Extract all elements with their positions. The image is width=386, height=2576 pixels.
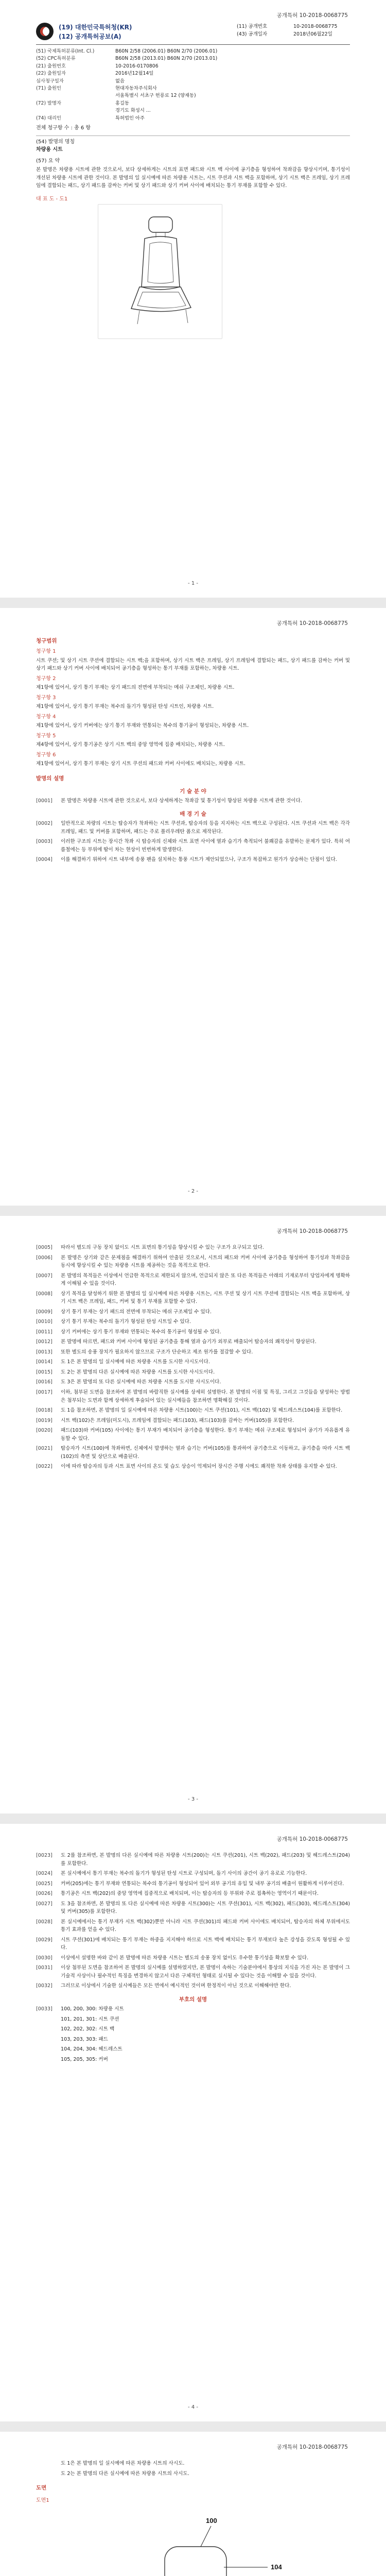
page-footer: - 3 - [188,1797,198,1802]
publication-number: 공개특허 10-2018-0068775 [276,2444,348,2450]
meta-key: (22) 출원일자 [36,71,66,77]
paragraph [36,1463,350,1471]
meta-key: (11) 공개번호 [237,24,268,29]
paragraph [36,1954,350,1962]
section-description: 발명의 설명 [36,775,64,782]
para-text: 도 1은 본 발명의 일 실시예에 따른 차량용 시트를 도시한 사시도이다. [61,1359,210,1365]
paragraph [36,1290,350,1306]
abstract-label: (57) 요 약 [36,158,60,164]
para-text: 본 발명은 차량용 시트에 관한 것으로서, 보다 상세하게는 착좌감 및 통기성이 향상된 차량용 시트에 관한 것이다. [61,798,302,804]
para-number: [0029] [36,1937,52,1943]
page-footer: - 4 - [188,2404,198,2410]
paragraph [36,1328,350,1336]
para-text: 본 발명의 목적들은 이상에서 언급한 목적으로 제한되지 않으며, 언급되지 않은 또 다른 목적들은 아래의 기재로부터 당업자에게 명확하게 이해될 수 있을 것이다. [61,1273,350,1287]
para-number: [0030] [36,1955,52,1961]
page-footer: - 1 - [188,581,198,586]
para-number: [0028] [36,1919,52,1925]
paragraph [36,1870,350,1878]
para-number [36,2470,61,2478]
para-number [36,2460,61,2468]
paragraph [36,1406,350,1415]
meta-value: 10-2016-0170806 [115,63,159,69]
kipo-logo-icon [36,23,54,40]
reference-row [36,2005,350,2013]
page-2 [0,608,386,1216]
paragraph [36,1388,350,1404]
page-footer: - 2 - [188,1189,198,1194]
paragraph [36,838,350,854]
claim-heading: 청구항 2 [36,675,56,682]
meta-row [36,70,350,77]
meta-key [36,92,115,99]
para-text: 본 실시예에서는 통기 부재가 시트 백(302)뿐만 아니라 시트 쿠션(301)의 패드와 커버 사이에도 배치되어, 탑승자의 하체 부위에서도 통기 효과를 얻을 수 있다. [61,1919,350,1933]
para-number: [0031] [36,1965,52,1971]
claim-text: 제4항에 있어서, 상기 통기공은 상기 시트 백의 중앙 영역에 집중 배치되는, 차량용 시트. [36,742,225,748]
claim-text: 제1항에 있어서, 상기 통기 부재는 상기 패드의 전면에 부착되는 메쉬 구조체인, 차량용 시트. [36,685,235,691]
para-number: [0006] [36,1255,52,1261]
claim-text: 시트 쿠션; 및 상기 시트 쿠션에 결합되는 시트 백;을 포함하며, 상기 시트 백은 프레임, 상기 프레임에 결합되는 패드, 상기 패드를 감싸는 커버 및 상기 패드와 상기 커버 사이에 배치되어 공기층을 형성하는 통기 부재를 포함하는, 차량용 시트. [36,657,350,672]
meta-value: 없음 [115,78,125,84]
paragraph [36,1358,350,1366]
subsection-background: 배 경 기 술 [180,811,206,818]
para-text: 본 실시예에서 통기 부재는 복수의 돌기가 형성된 탄성 시트로 구성되며, 돌기 사이의 공간이 공기 유로로 기능한다. [61,1871,307,1877]
para-text: 이러한 구조의 시트는 장시간 착좌 시 탑승자의 신체와 시트 표면 사이에 열과 습기가 축적되어 불쾌감을 유발하는 문제가 있다. 특히 여름철에는 등 부위에 땀이 차는 현상이 빈번하게 발생한다. [61,839,350,853]
para-number [36,2056,61,2064]
figure-1-label: 도면1 [36,2498,49,2504]
para-text: 도 1은 본 발명의 일 실시예에 따른 차량용 시트의 사시도. [61,2461,185,2466]
paragraph [36,2470,350,2478]
meta-value: 특허법인 아주 [115,115,145,121]
para-text: 본 발명에 따르면, 패드와 커버 사이에 형성된 공기층을 통해 열과 습기가 외부로 배출되어 탑승자의 쾌적성이 향상된다. [61,1339,317,1345]
paragraph [36,797,350,805]
publication-number: 공개특허 10-2018-0068775 [276,1228,348,1234]
meta-row [36,100,350,107]
meta-row [36,55,350,62]
representative-figure [98,204,222,339]
meta-value: B60N 2/58 (2006.01) B60N 2/70 (2006.01) [115,48,218,54]
bibliographic-table [36,48,350,122]
para-number: [0027] [36,1901,52,1907]
para-text: 상기 통기 부재는 복수의 돌기가 형성된 탄성 시트일 수 있다. [61,1319,191,1325]
page-5 [0,2432,386,2576]
para-number [36,2025,61,2033]
para-text: 도 3은 본 발명의 또 다른 실시예에 따른 차량용 시트를 도시한 사시도이다. [61,1379,221,1385]
para-text: 이상 첨부된 도면을 참조하여 본 발명의 실시예를 설명하였지만, 본 발명이 속하는 기술분야에서 통상의 지식을 가진 자는 본 발명이 그 기술적 사상이나 필수적인 특징을 변경하지 않고서 다른 구체적인 형태로 실시될 수 있다는 것을 이해할 수 있을 것이다. [61,1965,350,1979]
meta-key: (21) 출원번호 [36,63,66,69]
page-1 [0,0,386,608]
meta-value: B60N 2/58 (2013.01) B60N 2/70 (2013.01) [115,56,218,62]
meta-key: 심사청구일자 [36,78,64,84]
office-lines [59,23,237,41]
page-4 [0,1824,386,2432]
para-text: 상기 통기 부재는 상기 패드의 전면에 부착되는 메쉬 구조체일 수 있다. [61,1309,212,1315]
para-text: 시트 쿠션(301)에 배치되는 통기 부재는 하중을 지지해야 하므로 시트 백에 배치되는 통기 부재보다 높은 강성을 갖도록 형성될 수 있다. [61,1937,350,1951]
para-number: [0012] [36,1339,52,1345]
paragraph [36,1918,350,1934]
reference-row [36,2015,350,2024]
para-number: [0010] [36,1319,52,1325]
reference-row [36,2045,350,2054]
meta-value: 현대자동차주식회사 [115,86,157,92]
para-number [36,2045,61,2054]
meta-row [36,63,350,70]
para-text: 탑승자가 시트(100)에 착좌하면, 신체에서 발생하는 열과 습기는 커버(105)를 통과하여 공기층으로 이동하고, 공기층을 따라 시트 백(102)의 측면 및 상단으로 배출된다. [61,1446,350,1460]
claims-list [36,648,350,768]
meta-key: (72) 발명자 [36,100,61,106]
meta-value: 서울특별시 서초구 헌릉로 12 (양재동) [115,93,196,99]
reference-text: 105, 205, 305: 커버 [61,2056,108,2062]
para-text: 이하, 첨부된 도면을 참조하여 본 발명의 바람직한 실시예를 상세히 설명한다. 본 발명의 이점 및 특징, 그리고 그것들을 달성하는 방법은 첨부되는 도면과 함께 상세하게 후술되어 있는 실시예들을 참조하면 명확해질 것이다. [61,1389,350,1403]
para-number: [0032] [36,1983,52,1989]
para-number: [0002] [36,821,52,827]
para-number: [0024] [36,1871,52,1877]
para-number: [0021] [36,1446,52,1452]
para-number: [0022] [36,1464,52,1470]
subsection-field: 기 술 분 야 [180,788,206,794]
para-text: 이를 해결하기 위하여 시트 내부에 송풍 팬을 설치하는 통풍 시트가 제안되었으나, 구조가 복잡하고 원가가 상승하는 단점이 있다. [61,857,337,863]
para-number: [0009] [36,1309,52,1315]
para-number: [0003] [36,839,52,845]
para-number: [0015] [36,1369,52,1375]
meta-key: (52) CPC특허분류 [36,56,76,62]
ref-label: 104 [271,2563,282,2571]
paragraph [36,1318,350,1326]
paragraph [36,1338,350,1346]
reference-text: 101, 201, 301: 시트 쿠션 [61,2016,119,2022]
subsection-reference-signs: 부호의 설명 [179,1996,207,2003]
para-number: [0001] [36,798,52,804]
claim-text: 제1항에 있어서, 상기 통기 부재는 상기 시트 쿠션의 패드와 커버 사이에도 배치되는, 차량용 시트. [36,761,246,767]
para-number [36,2015,61,2024]
para-text: 통기공은 시트 백(202)의 중앙 영역에 집중적으로 배치되며, 이는 탑승자의 등 부위와 주로 접촉하는 영역이기 때문이다. [61,1891,319,1897]
title-label: (54) 발명의 명칭 [36,135,350,146]
paragraph [36,1378,350,1386]
paragraph [36,1417,350,1425]
invention-title: 차량용 시트 [36,147,63,153]
para-number: [0014] [36,1359,52,1365]
office-line: (12) 공개특허공보(A) [59,33,121,40]
paragraph [36,1308,350,1316]
para-text: 도 2를 참조하면, 본 발명의 다른 실시예에 따른 차량용 시트(200)는 시트 쿠션(201), 시트 백(202), 패드(203) 및 헤드레스트(204)를 포함한다. [61,1853,350,1867]
reference-row [36,2056,350,2064]
para-text: 본 발명은 상기와 같은 문제점을 해결하기 위하여 안출된 것으로서, 시트의 패드와 커버 사이에 공기층을 형성하여 통기성과 착좌감을 동시에 향상시킬 수 있는 차량용 시트를 제공하는 것을 목적으로 한다. [61,1255,350,1269]
para-number: [0011] [36,1329,52,1335]
para-number: [0023] [36,1853,52,1858]
meta-value: 경기도 화성시 ... [115,108,151,114]
paragraph [36,820,350,836]
para-text: 따라서 별도의 구동 장치 없이도 시트 표면의 통기성을 향상시킬 수 있는 구조가 요구되고 있다. [61,1245,264,1250]
paragraph [36,2460,350,2468]
meta-value: 2018년06월22일 [293,31,332,38]
seat-figure-1-icon [36,2505,345,2576]
para-number: [0019] [36,1417,52,1423]
meta-row [36,48,350,55]
reference-text: 103, 203, 303: 패드 [61,2036,108,2042]
representative-figure-label: 대 표 도 - 도1 [36,196,68,202]
paragraph [36,1936,350,1952]
paragraph [36,1880,350,1888]
para-text: 도 3을 참조하면, 본 발명의 또 다른 실시예에 따른 차량용 시트(300)는 시트 쿠션(301), 시트 백(302), 패드(303), 헤드레스트(304) 및 커버(305)를 포함한다. [61,1901,350,1915]
para-number: [0008] [36,1291,52,1297]
para-text: 패드(103)와 커버(105) 사이에는 통기 부재가 배치되어 공기층을 형성한다. 통기 부재는 메쉬 구조체로 형성되어 공기가 자유롭게 유동할 수 있다. [61,1428,350,1442]
meta-key [36,107,115,114]
paragraph [36,1368,350,1377]
seat-drawing-icon [109,210,212,333]
para-number: [0025] [36,1880,52,1887]
meta-row [36,115,350,122]
para-number: [0026] [36,1891,52,1897]
claim-heading: 청구항 1 [36,649,56,654]
paragraph [36,1964,350,1980]
para-number: [0016] [36,1379,52,1385]
paragraph [36,1244,350,1252]
meta-key: (43) 공개일자 [237,31,268,38]
meta-value: 2016년12월14일 [115,71,154,77]
para-number [36,2036,61,2044]
para-number: [0017] [36,1389,52,1395]
paragraph [36,1348,350,1357]
paragraph [36,1852,350,1868]
publication-number: 공개특허 10-2018-0068775 [276,1836,348,1842]
ref-label: 100 [206,2517,217,2525]
para-text: 도 2는 본 발명의 다른 실시예에 따른 차량용 시트를 도시한 사시도이다. [61,1369,215,1375]
abstract-text: 본 발명은 차량용 시트에 관한 것으로서, 보다 상세하게는 시트의 표면 패드와 시트 백 사이에 공기층을 형성하여 착좌감을 향상시키며, 통기성이 개선된 차량용 시트에 관한 것이다. 본 발명의 일 실시예에 따른 차량용 시트는, 시트 쿠션과 시트 백을 포함하며, 상기 시트 백은 프레임, 상기 프레임에 결합되는 패드, 상기 패드를 감싸는 커버 및 상기 패드와 상기 커버 사이에 배치되는 통기 부재를 포함할 수 있다. [36,167,350,189]
para-text: 이에 따라 탑승자의 등과 시트 표면 사이의 온도 및 습도 상승이 억제되어 장시간 주행 시에도 쾌적한 착좌 상태를 유지할 수 있다. [61,1464,337,1470]
claim-text: 제1항에 있어서, 상기 통기 부재는 복수의 돌기가 형성된 탄성 시트인, 차량용 시트. [36,704,214,710]
para-number: [0013] [36,1349,52,1355]
meta-row [36,78,350,85]
meta-value: 10-2018-0068775 [293,24,338,29]
para-number: [0005] [36,1245,52,1250]
page-3 [0,1216,386,1824]
reference-text: 100, 200, 300: 차량용 시트 [61,2006,124,2012]
paragraph [36,1254,350,1270]
paragraph [36,1427,350,1443]
claim-heading: 청구항 5 [36,733,56,739]
paragraph [36,856,350,864]
claim-heading: 청구항 6 [36,752,56,758]
reference-text: 104, 204, 304: 헤드레스트 [61,2046,122,2053]
meta-row [36,92,350,99]
meta-key: (71) 출원인 [36,86,61,92]
publication-number: 공개특허 10-2018-0068775 [276,620,348,626]
figure-1 [36,2505,345,2576]
para-text: 상기 커버에는 상기 통기 부재와 연통되는 복수의 통기공이 형성될 수 있다. [61,1329,221,1335]
para-text: 그러므로 이상에서 기술한 실시예들은 모든 면에서 예시적인 것이며 한정적이 아닌 것으로 이해해야만 한다. [61,1983,291,1989]
para-text: 시트 백(102)은 프레임(미도시), 프레임에 결합되는 패드(103), 패드(103)를 감싸는 커버(105)를 포함한다. [61,1417,294,1423]
cover-header [36,23,350,45]
meta-row [36,85,350,92]
meta-row [36,107,350,114]
para-text: 상기 목적을 달성하기 위한 본 발명의 일 실시예에 따른 차량용 시트는, 시트 쿠션 및 상기 시트 쿠션에 결합되는 시트 백을 포함하며, 상기 시트 백은 프레임, 패드, 커버 및 통기 부재를 포함할 수 있다. [61,1291,350,1305]
paragraph [36,1445,350,1461]
para-text: 도 2는 본 발명의 다른 실시예에 따른 차량용 시트의 사시도. [61,2470,189,2477]
paragraph [36,1982,350,1990]
para-text: 커버(205)에는 통기 부재와 연통되는 복수의 통기공이 형성되어 있어 외부 공기의 유입 및 내부 공기의 배출이 원활하게 이루어진다. [61,1880,344,1887]
meta-key: (51) 국제특허분류(Int. Cl.) [36,48,95,54]
claim-heading: 청구항 4 [36,714,56,720]
para-number: [0018] [36,1408,52,1414]
claims-total: 전체 청구항 수 : 총 6 항 [36,125,91,131]
section-drawings: 도면 [36,2485,47,2492]
paragraph [36,1900,350,1916]
paragraph [36,1272,350,1288]
para-number: [0020] [36,1428,52,1434]
para-text: 일반적으로 차량의 시트는 탑승자가 착좌하는 시트 쿠션과, 탑승자의 등을 지지하는 시트 백으로 구성된다. 시트 쿠션과 시트 백은 각각 프레임, 패드 및 커버를 포함하며, 패드는 주로 폴리우레탄 폼으로 제작된다. [61,821,350,835]
publication-meta [237,23,350,38]
reference-text: 102, 202, 302: 시트 백 [61,2026,115,2032]
para-text: 도 1을 참조하면, 본 발명의 일 실시예에 따른 차량용 시트(100)는 시트 쿠션(101), 시트 백(102) 및 헤드레스트(104)를 포함한다. [61,1408,343,1414]
reference-row [36,2036,350,2044]
reference-row [36,2025,350,2033]
paragraph [36,1890,350,1898]
para-number: [0007] [36,1273,52,1279]
meta-key: (74) 대리인 [36,115,61,121]
para-number: [0004] [36,857,52,863]
publication-number: 공개특허 10-2018-0068775 [276,12,348,19]
section-claims: 청구범위 [36,638,57,644]
claim-heading: 청구항 3 [36,694,56,701]
claim-text: 제1항에 있어서, 상기 커버에는 상기 통기 부재와 연통되는 복수의 통기공이 형성되는, 차량용 시트. [36,723,249,729]
para-text: 이상에서 설명한 바와 같이 본 발명에 따른 차량용 시트는 별도의 송풍 장치 없이도 우수한 통기성을 확보할 수 있다. [61,1955,309,1961]
para-number: [0033] [36,2006,52,2012]
office-line: (19) 대한민국특허청(KR) [59,24,132,31]
meta-value: 홍길동 [115,100,129,106]
para-text: 또한 별도의 송풍 장치가 필요하지 않으므로 구조가 단순하고 제조 원가를 절감할 수 있다. [61,1349,253,1355]
